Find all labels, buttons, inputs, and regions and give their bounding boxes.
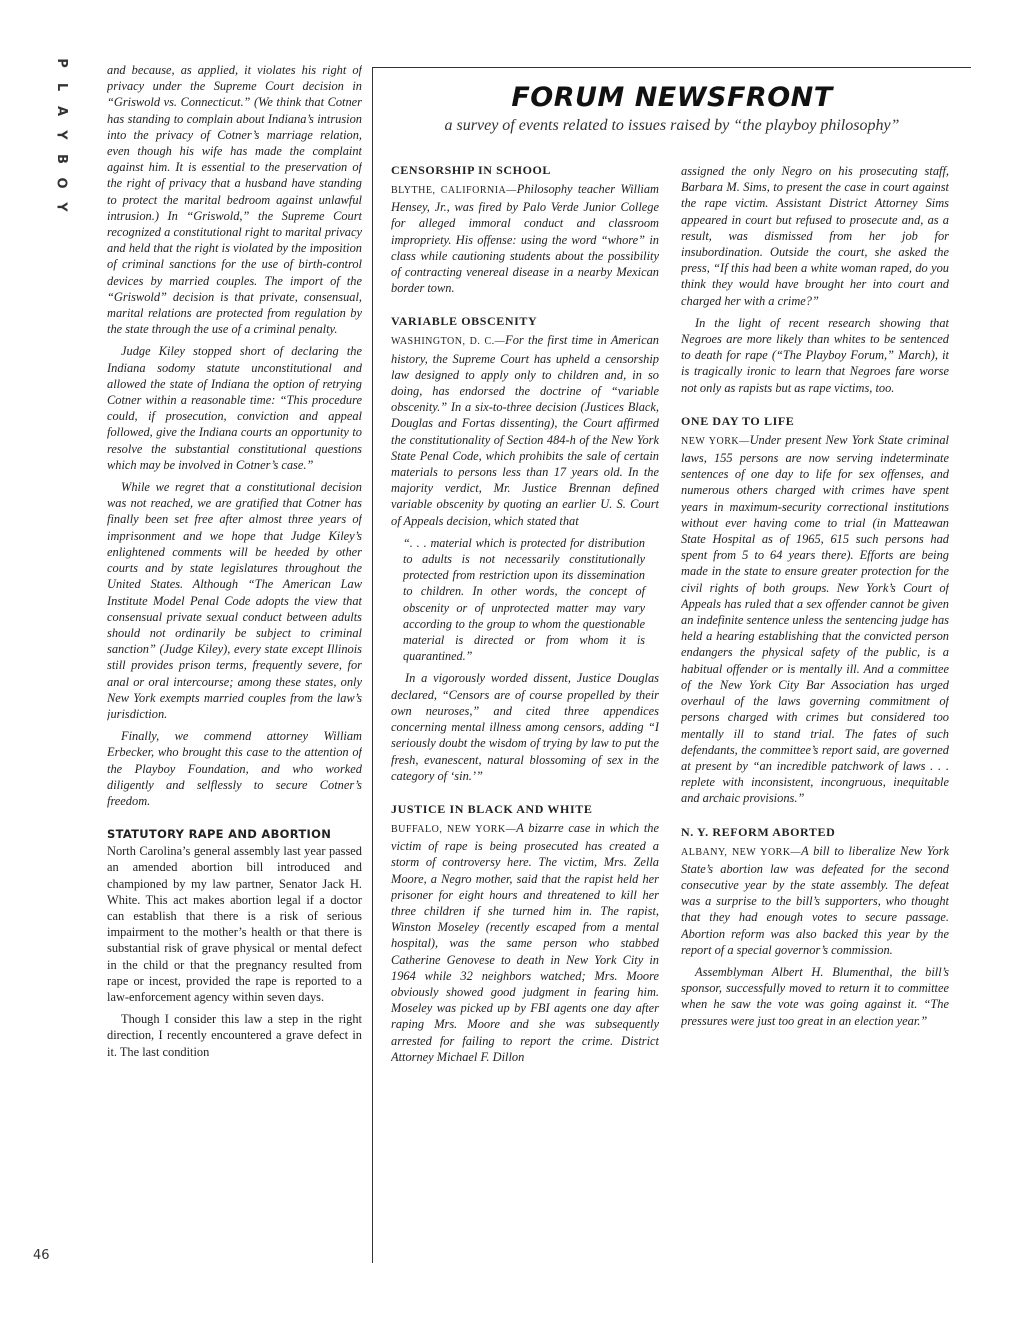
masthead-letter: Y: [53, 130, 69, 140]
section-heading: CENSORSHIP IN SCHOOL: [391, 163, 552, 177]
body-paragraph: While we regret that a constitutional decision was not reached, we are gratified that Cotner has finally been set free after almost three years of imprisonment and we hope that Judge Kiley’s enlightened comments will be heeded by other courts and by state legislatures throughout the United States. Although “The American Law Institute Model Penal Code adopts the view that consensual private sexual conduct between adults should not ordinarily be subject to criminal sanction” (Judge Kiley), every state except Illinois still provides prison terms, frequently severe, for anal or oral intercourse; among these states, only New York exempts married couples from the law’s jurisdiction.: [107, 480, 362, 721]
page-number: 46: [33, 1248, 50, 1263]
body-paragraph: Though I consider this law a step in the right direction, I recently encountered a grave defect in it. The last condition: [107, 1012, 362, 1059]
article-text: Under present New York State criminal laws, 155 persons are now serving indeterminate sentences of one day to life for sex offenses, and numerous others charged with crimes have spent years in maximum-security correctional institutions without ever having come to trial (in Matteawan State Hospital as of 1965, 615 such persons had spent from 5 to 64 years there). Efforts are being made in the state to ensure greater protection for the civil rights of both groups. New York’s Court of Appeals has ruled that a sex offender cannot be given an indefinite sentence unless the sentencing judge has held a hearing establishing that the convicted person endangers the physical safety of the public, is a habitual offender or is mentally ill. And a committee of the New York City Bar Association has urged overhaul of the laws governing commitment of persons charged with crimes but considered too mentally ill to stand trial. The fates of such defendants, the committee’s report said, are governed at present by “an incredible patchwork of laws . . . replete with inconsistent, incongruous, inequitable and archaic provisions.”: [681, 432, 949, 806]
dateline: ALBANY, NEW YORK—: [681, 846, 802, 858]
article-text: Philosophy teacher William Hensey, Jr., was fired by Palo Verde Junior College for alleged immoral conduct and classroom impropriety. His offense: using the word “whore” in class while cautioning students about the possibility of contracting venereal disease in a nearby Mexican border town.: [391, 182, 659, 296]
section-heading: VARIABLE OBSCENITY: [391, 314, 538, 329]
forum-newsfront-box: [372, 67, 971, 1263]
masthead-letter: A: [54, 105, 69, 117]
forum-subtitle: a survey of events related to issues raised by “the playboy philosophy”: [444, 117, 900, 134]
article-text: assigned the only Negro on his prosecuting staff, Barbara M. Sims, to present the case in court against the rape victim. Assistant District Attorney Sims appeared in court but refused to prosecute and, as a result, was dismissed from her job for insubordination. Outside the court, she asked the press, “If this had been a white woman raped, do you think they would have brought her into court and charged her with a crime?”: [681, 164, 949, 308]
body-paragraph: Judge Kiley stopped short of declaring the Indiana sodomy statute unconstitutional and allowed the state of Indiana the option of retrying Cotner within a reasonable time: “This procedure could, if prosecution, conviction and appeal followed, give the Indiana courts an opportunity to resolve the substantial constitutional questions which may be involved in Cotner’s case.”: [107, 344, 362, 472]
dateline: BLYTHE, CALIFORNIA—: [391, 185, 517, 196]
masthead-letter: B: [53, 154, 69, 164]
section-heading: STATUTORY RAPE AND ABORTION: [107, 827, 332, 842]
body-paragraph: and because, as applied, it violates his right of privacy under the Supreme Court decision in “Griswold vs. Connecticut.” (We think that Cotner has standing to complain about Indiana’s intrusion into the privacy of Cotner’s marriage relation, even though his wife has made the complaint against him. It is essential to the preservation of the right of privacy that a husband have standing to protect the marital bedroom against unlawful intrusion.) In “Griswold,” the Supreme Court recognized a constitutional right to marital privacy and held that the right is violated by the imposition of criminal sanctions for the use of birth-control devices by married couples. The import of the “Griswold” decision is that private, consensual, marital relations are protected from regulation by the state through the use of a criminal penalty.: [107, 63, 362, 337]
article-text: A bill to liberalize New York State’s abortion law was defeated for the second consecutive year by the state assembly. The defeat was a surprise to the bill’s supporters, who thought that they had enough votes to secure passage. Abortion reform was also backed this year by the report of a special governor’s commission.: [681, 843, 949, 957]
quote-text: “. . . material which is protected for distribution to adults is not necessarily constitutionally protected from restriction upon its dissemination to children. In other words, the concept of obscenity or of unprotected matter may vary according to the group to whom the questionable material is directed or from whom it is quarantined.”: [403, 535, 645, 664]
forum-column-right: [681, 163, 949, 1263]
body-paragraph: Finally, we commend attorney William Erbecker, who brought this case to the attention of the Playboy Foundation, and who worked diligently and selflessly to secure Cotner’s freedom.: [107, 729, 362, 808]
masthead-letter: P: [54, 58, 69, 68]
forum-title: FORUM NEWSFRONT: [511, 82, 833, 113]
section-heading: ONE DAY TO LIFE: [681, 413, 795, 428]
article-text: For the first time in American history, the Supreme Court has upheld a censorship law designed to apply only to children and, in so doing, has endorsed the doctrine of “variable obscenity.” In a six-to-three decision (Justices Black, Douglas and Fortas dissenting), the Court affirmed the constitutionality of Section 484-h of the New York State Penal Code, which prohibits the sale of certain materials to persons less than 17 years old. In the majority verdict, Mr. Justice Brennan defined variable obscenity by quoting an earlier U. S. Court of Appeals decision, which stated that: [391, 333, 659, 528]
article-text: In the light of recent research showing that Negroes are more likely than whites to be sentenced to death for rape (“The Playboy Forum,” March), it is tragically ironic to learn that Negroes fare worse not only as rapists but as rape victims, too.: [681, 315, 949, 395]
section-heading: N. Y. REFORM ABORTED: [681, 824, 836, 839]
article-text: Assemblyman Albert H. Blumenthal, the bill’s sponsor, successfully moved to return it to committee when he saw the vote was going against it. “The pressures were just too great in an election year.”: [681, 964, 949, 1028]
masthead-vertical: [50, 56, 72, 214]
article-text: In a vigorously worded dissent, Justice Douglas declared, “Censors are of course propelled by their own neuroses,” and cited three appendices concerning mental illness among censors, adding “I seriously doubt the wisdom of trying by law to put the fresh, evanescent, natural blossoming of sex in the category of ‘sin.’”: [391, 671, 659, 783]
dateline: NEW YORK—: [681, 435, 750, 447]
body-paragraph: North Carolina’s general assembly last year passed an amended abortion bill introduced and championed by my law partner, Senator Jack H. White. This act makes abortion legal if a doctor can establish that there is a risk of serious impairment to the mother’s health or that there is substantial risk of grave physical or mental defect in the child or that the pregnancy resulted from rape or incest, provided the rape is reported to a law-enforcement agency within seven days.: [107, 844, 362, 1004]
article-text: A bizarre case in which the victim of rape is being prosecuted has created a storm of controversy here. The victim, Mrs. Zella Moore, a Negro mother, said that the rapist held her prisoner for eight hours and threatened to kill her three children if she turned him in. The rapist, Winston Moseley (recently escaped from a mental hospital), was the same person who stabbed Catherine Genovese to death in New York City in 1964 while 32 neighbors watched; Mrs. Moore obviously showed good judgment in fearing him. Moseley was picked up by FBI agents one day after raping Mrs. Moore and she was subsequently arrested for failing to report the crime. District Attorney Michael F. Dillon: [391, 820, 659, 1064]
masthead-letter: O: [54, 177, 69, 189]
left-column: [107, 62, 362, 1272]
dateline: WASHINGTON, D. C.—: [391, 336, 506, 348]
dateline: BUFFALO, NEW YORK—: [391, 823, 517, 835]
block-quote: [403, 535, 645, 665]
forum-column-left: [391, 163, 659, 1263]
section-heading: JUSTICE IN BLACK AND WHITE: [391, 801, 593, 816]
masthead-letter: Y: [53, 202, 69, 212]
masthead-letter: L: [53, 82, 69, 92]
